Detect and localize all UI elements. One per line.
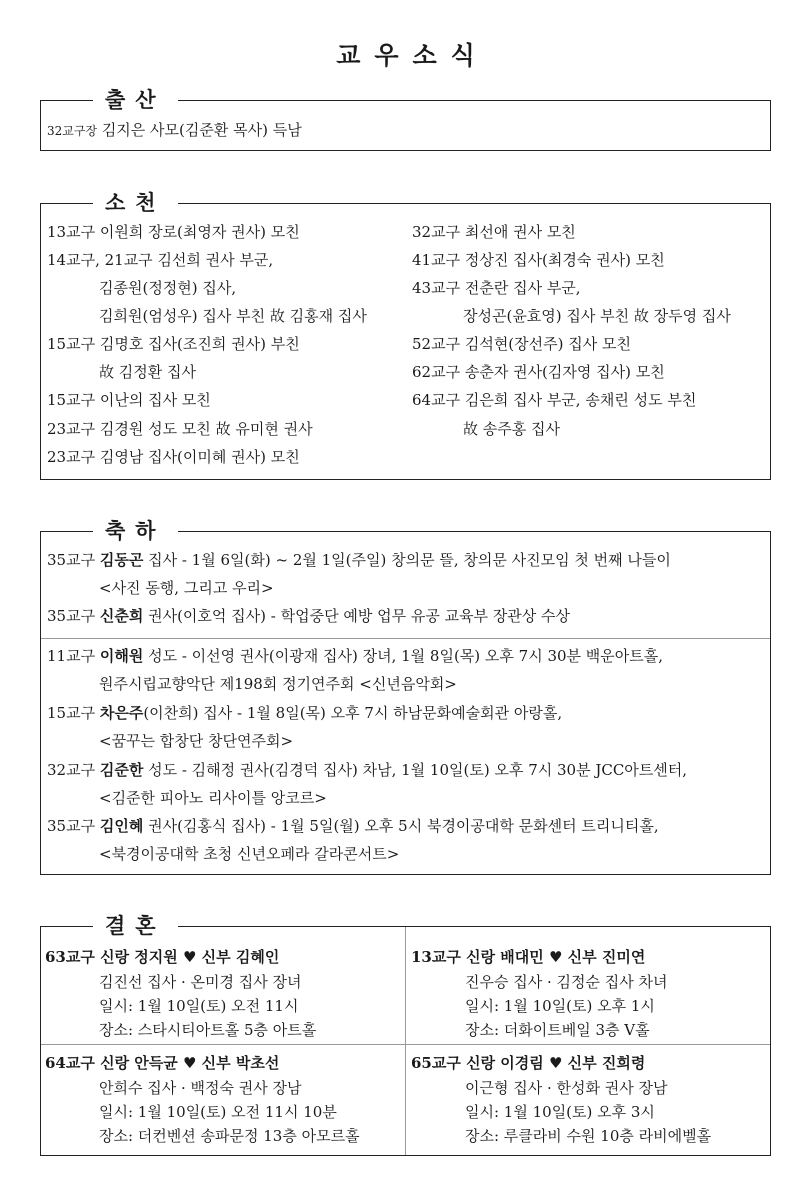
congrats-divider <box>41 638 770 639</box>
birth-text: 김지은 사모(김준환 목사) 득남 <box>97 121 302 139</box>
funeral-left-item: 故 김정환 집사 <box>99 363 196 381</box>
congrats-item: 35교구 김인혜 권사(김홍식 집사) - 1월 5일(월) 오후 5시 북경이공대학 문화센터 트리니티홀, <box>47 817 659 835</box>
wedding-parents: 이근형 집사 · 한성화 권사 장남 <box>465 1079 668 1097</box>
funeral-left-item: 김희원(엄성우) 집사 부친 故 김홍재 집사 <box>99 307 367 325</box>
funeral-left-item: 김종원(정정현) 집사, <box>99 279 237 297</box>
wedding-headline: 64교구 신랑 안득균 ♥ 신부 박초선 <box>45 1054 280 1072</box>
birth-parish: 32교구장 <box>47 124 98 138</box>
wedding-date: 일시: 1월 10일(토) 오전 11시 10분 <box>99 1103 337 1121</box>
funeral-right-item: 62교구 송춘자 권사(김자영 집사) 모친 <box>412 363 665 381</box>
page-title: 교우소식 <box>336 41 489 70</box>
congrats-section <box>40 519 771 875</box>
person-name: 이해원 <box>99 647 144 665</box>
funeral-left-item: 23교구 김영남 집사(이미혜 권사) 모친 <box>47 448 300 466</box>
birth-section <box>40 88 771 151</box>
funeral-right-item: 故 송주홍 집사 <box>463 420 560 438</box>
wedding-parents: 안희수 집사 · 백정숙 권사 장남 <box>99 1079 302 1097</box>
funeral-right-item: 41교구 정상진 집사(최경숙 권사) 모친 <box>412 251 665 269</box>
person-name: 김동곤 <box>99 551 144 569</box>
funeral-right-item: 52교구 김석현(장선주) 집사 모친 <box>412 335 631 353</box>
congrats-item-detail: <사진 동행, 그리고 우리> <box>99 579 274 597</box>
person-name: 차은주 <box>99 704 144 722</box>
funeral-section <box>40 191 771 480</box>
wedding-date: 일시: 1월 10일(토) 오후 3시 <box>465 1103 655 1121</box>
funeral-left-item: 15교구 김명호 집사(조진희 권사) 부친 <box>47 335 300 353</box>
funeral-header: 소천 <box>93 188 178 218</box>
wedding-headline: 13교구 신랑 배대민 ♥ 신부 진미연 <box>411 948 646 966</box>
wedding-parents: 진우승 집사 · 김정순 집사 차녀 <box>465 973 668 991</box>
wedding-date: 일시: 1월 10일(토) 오전 11시 <box>99 997 299 1015</box>
wedding-place: 장소: 스타시티아트홀 5층 아트홀 <box>99 1021 317 1039</box>
wedding-date: 일시: 1월 10일(토) 오후 1시 <box>465 997 655 1015</box>
wedding-place: 장소: 더화이트베일 3층 V홀 <box>465 1021 650 1039</box>
funeral-right-item: 장성곤(윤효영) 집사 부친 故 장두영 집사 <box>463 307 731 325</box>
congrats-item: 15교구 차은주(이찬희) 집사 - 1월 8일(목) 오후 7시 하남문화예술회관 아랑홀, <box>47 704 563 722</box>
person-name: 신춘희 <box>99 607 144 625</box>
congrats-item-detail: 원주시립교향악단 제198회 정기연주회 <신년음악회> <box>99 675 457 693</box>
congrats-item-detail: <김준한 피아노 리사이틀 앙코르> <box>99 789 327 807</box>
wedding-column-divider <box>405 927 406 1155</box>
congrats-header: 축하 <box>93 516 178 546</box>
funeral-right-item: 64교구 김은희 집사 부군, 송채린 성도 부친 <box>412 391 697 409</box>
funeral-left-item: 15교구 이난의 집사 모친 <box>47 391 211 409</box>
wedding-headline: 63교구 신랑 정지원 ♥ 신부 김혜인 <box>45 948 280 966</box>
wedding-parents: 김진선 집사 · 온미경 집사 장녀 <box>99 973 302 991</box>
wedding-section <box>40 914 771 1156</box>
funeral-left-item: 13교구 이원희 장로(최영자 권사) 모친 <box>47 223 300 241</box>
funeral-right-item: 32교구 최선애 권사 모친 <box>412 223 576 241</box>
congrats-item-detail: <북경이공대학 초청 신년오페라 갈라콘서트> <box>99 845 400 863</box>
congrats-item: 35교구 신춘희 권사(이호억 집사) - 학업중단 예방 업무 유공 교육부 장관상 수상 <box>47 607 571 625</box>
wedding-place: 장소: 더컨벤션 송파문정 13층 아모르홀 <box>99 1127 360 1145</box>
wedding-row-divider <box>41 1044 770 1045</box>
funeral-right-item: 43교구 전춘란 집사 부군, <box>412 279 581 297</box>
congrats-item-detail: <꿈꾸는 합창단 창단연주회> <box>99 732 294 750</box>
congrats-item: 11교구 이해원 성도 - 이선영 권사(이광재 집사) 장녀, 1월 8일(목) 오후 7시 30분 백운아트홀, <box>47 647 664 665</box>
wedding-place: 장소: 루클라비 수원 10층 라비에벨홀 <box>465 1127 712 1145</box>
birth-header: 출산 <box>93 85 178 115</box>
wedding-headline: 65교구 신랑 이경림 ♥ 신부 진희령 <box>411 1054 646 1072</box>
congrats-item: 32교구 김준한 성도 - 김해정 권사(김경덕 집사) 차남, 1월 10일(토) 오후 7시 30분 JCC아트센터, <box>47 761 688 779</box>
person-name: 김인혜 <box>99 817 144 835</box>
funeral-left-item: 14교구, 21교구 김선희 권사 부군, <box>47 251 274 269</box>
congrats-item: 35교구 김동곤 집사 - 1월 6일(화) ~ 2월 1일(주일) 창의문 뜰, 창의문 사진모임 첫 번째 나들이 <box>47 551 671 569</box>
birth-item <box>47 120 302 141</box>
wedding-header: 결혼 <box>93 911 178 941</box>
person-name: 김준한 <box>99 761 144 779</box>
funeral-left-item: 23교구 김경원 성도 모친 故 유미현 권사 <box>47 420 313 438</box>
